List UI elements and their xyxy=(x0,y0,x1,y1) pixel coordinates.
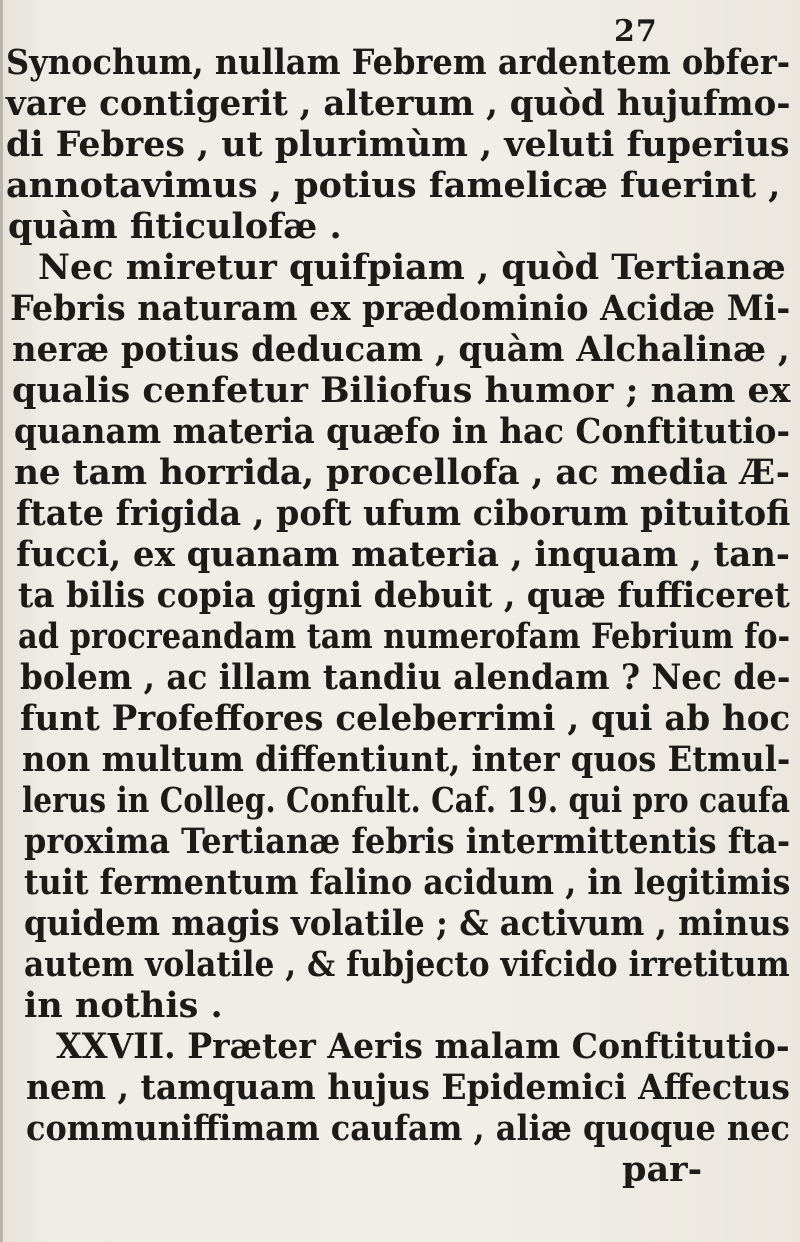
text-line: vare contigerit , alterum , quòd hujufmo- xyxy=(6,83,791,124)
text-line: ftate frigida , poft ufum ciborum pituitofi xyxy=(16,493,791,534)
text-line: autem volatile , & fubjecto vifcido irretitum xyxy=(24,944,790,985)
text-line: XXVII. Præter Aeris malam Conftitutio- xyxy=(56,1026,790,1067)
text-line: di Febres , ut plurimùm , veluti fuperius xyxy=(6,124,790,165)
text-line: lerus in Colleg. Confult. Caf. 19. qui pro caufa xyxy=(22,780,790,821)
text-line: bolem , ac illam tandiu alendam ? Nec de- xyxy=(20,657,791,698)
page-edge xyxy=(0,0,3,1242)
text-line: communiffimam caufam , aliæ quoque nec xyxy=(26,1108,790,1149)
text-line: ne tam horrida, procellofa , ac media Æ- xyxy=(14,452,791,493)
text-line: neræ potius deducam , quàm Alchalinæ , xyxy=(12,329,790,370)
text-line: Febris naturam ex prædominio Acidæ Mi- xyxy=(10,288,791,329)
text-line: fucci, ex quanam materia , inquam , tan- xyxy=(16,534,790,575)
text-line: quanam materia quæfo in hac Conftitutio- xyxy=(14,411,791,452)
page-number: 27 xyxy=(614,14,658,49)
text-line: quidem magis volatile ; & activum , minus xyxy=(24,903,791,944)
text-line: quàm fiticulofæ . xyxy=(8,206,342,247)
text-line: Synochum, nullam Febrem ardentem obfer- xyxy=(6,42,791,83)
text-line: non multum diffentiunt, inter quos Etmul- xyxy=(22,739,791,780)
text-line: tuit fermentum falino acidum , in legitimis xyxy=(24,862,791,903)
text-line: ad procreandam tam numerofam Febrium fo- xyxy=(18,616,791,657)
catchword: par- xyxy=(622,1149,703,1190)
text-line: Nec miretur quifpiam , quòd Tertianæ xyxy=(38,247,786,288)
text-line: in nothis . xyxy=(24,985,223,1026)
text-line: nem , tamquam hujus Epidemici Affectus xyxy=(26,1067,791,1108)
text-line: qualis cenfetur Biliofus humor ; nam ex xyxy=(12,370,791,411)
text-line: funt Profeffores celeberrimi , qui ab hoc xyxy=(20,698,791,739)
text-line: proxima Tertianæ febris intermittentis fta- xyxy=(24,821,791,862)
text-line: annotavimus , potius famelicæ fuerint , xyxy=(6,165,781,206)
text-line: ta bilis copia gigni debuit , quæ fufficeret xyxy=(18,575,790,616)
